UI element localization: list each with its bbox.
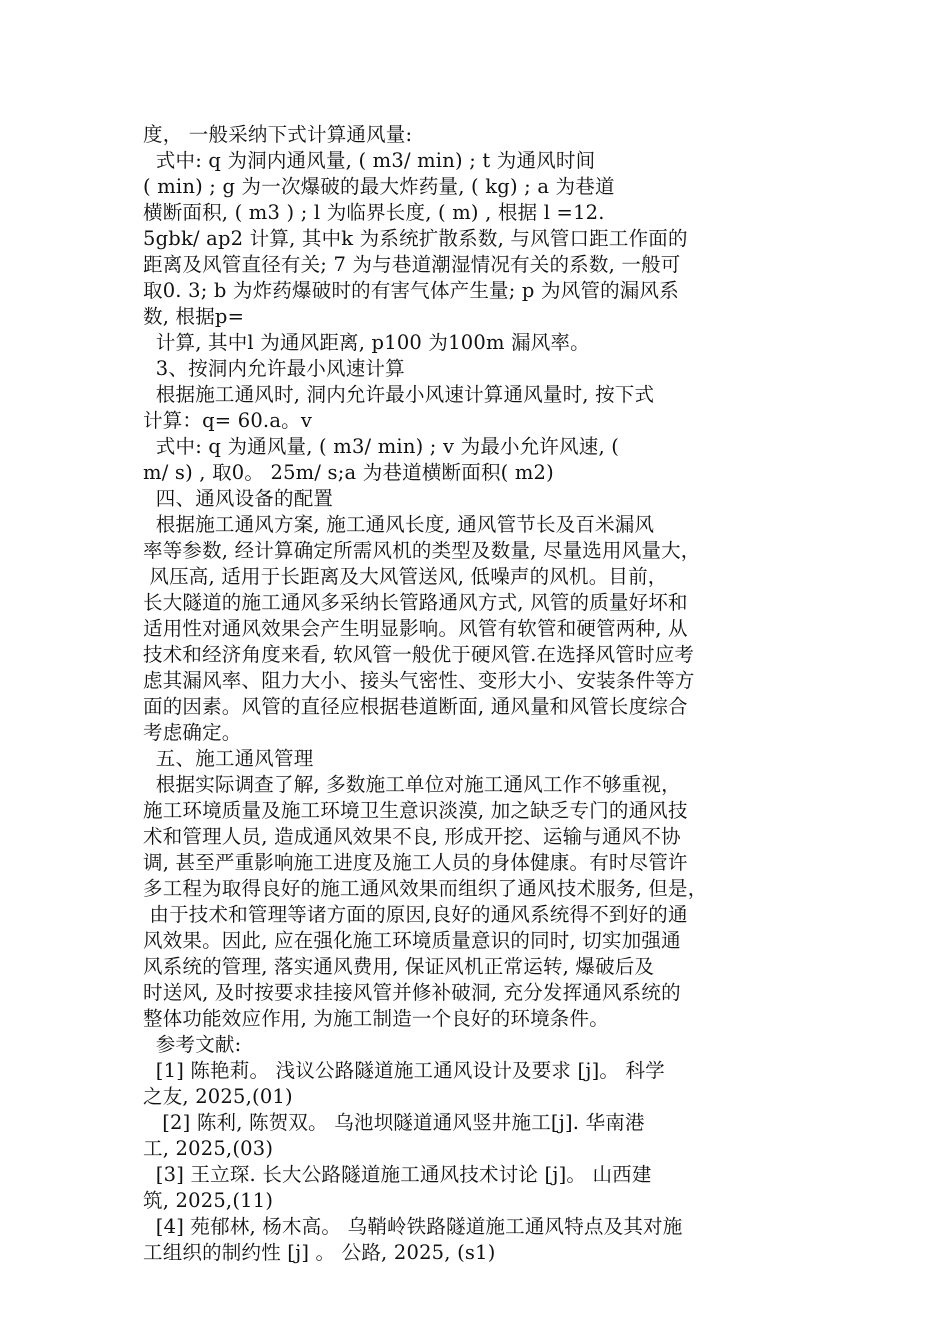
text-line: 整体功能效应作用, 为施工制造一个良好的环境条件。	[143, 1007, 609, 1030]
text-line: 施工环境质量及施工环境卫生意识淡漠, 加之缺乏专门的通风技	[143, 799, 688, 822]
text-line: 式中: q 为洞内通风量, ( m3/ min) ; t 为通风时间	[143, 149, 596, 172]
text-line: 计算：q= 60.a。v	[143, 409, 313, 432]
text-line: 率等参数, 经计算确定所需风机的类型及数量, 尽量选用风量大，	[143, 539, 701, 562]
text-line: 计算, 其中l 为通风距离, p100 为100m 漏风率。	[143, 331, 590, 354]
text-line: [1] 陈艳莉。 浅议公路隧道施工通风设计及要求 [j]。 科学	[143, 1059, 665, 1082]
text-line: 虑其漏风率、阻力大小、接头气密性、变形大小、安装条件等方	[143, 669, 695, 692]
text-line: 之友, 2025,(01)	[143, 1085, 293, 1108]
text-line: 时送风, 及时按要求挂接风管并修补破洞, 充分发挥通风系统的	[143, 981, 681, 1004]
text-line: 四、通风设备的配置	[143, 487, 334, 510]
text-line: 五、施工通风管理	[143, 747, 314, 770]
text-line: 工, 2025,(03)	[143, 1137, 274, 1160]
text-line: 风压高, 适用于长距离及大风管送风, 低噪声的风机。目前，	[143, 565, 668, 588]
text-line: 考虑确定。	[143, 721, 242, 744]
text-line: 横断面积, ( m3 ) ; l 为临界长度, ( m) , 根据 l =12.	[143, 201, 605, 224]
text-line: 面的因素。风管的直径应根据巷道断面, 通风量和风管长度综合	[143, 695, 688, 718]
text-line: 风效果。因此, 应在强化施工环境质量意识的同时, 切实加强通	[143, 929, 681, 952]
text-line: 筑, 2025,(11)	[143, 1189, 274, 1212]
text-line: 技术和经济角度来看, 软风管一般优于硬风管.在选择风管时应考	[143, 643, 695, 666]
text-line: [2] 陈利, 陈贺双。 乌池坝隧道通风竖井施工[j]. 华南港	[143, 1111, 645, 1134]
text-line: 取0. 3; b 为炸药爆破时的有害气体产生量; p 为风管的漏风系	[143, 279, 679, 302]
text-line: 5gbk/ ap2 计算, 其中k 为系统扩散系数, 与风管口距工作面的	[143, 227, 688, 250]
text-line: 根据施工通风方案, 施工通风长度, 通风管节长及百米漏风	[143, 513, 655, 536]
text-line: 根据施工通风时, 洞内允许最小风速计算通风量时, 按下式	[143, 383, 655, 406]
text-line: 距离及风管直径有关; 7 为与巷道潮湿情况有关的系数, 一般可	[143, 253, 681, 276]
text-line: m/ s) , 取0。 25m/ s;a 为巷道横断面积( m2)	[143, 461, 554, 484]
text-line: 参考文献:	[143, 1033, 242, 1056]
text-line: 风系统的管理, 落实通风费用, 保证风机正常运转, 爆破后及	[143, 955, 655, 978]
text-line: 式中: q 为通风量, ( m3/ min) ; v 为最小允许风速, (	[143, 435, 620, 458]
text-line: 术和管理人员, 造成通风效果不良, 形成开挖、运输与通风不协	[143, 825, 681, 848]
text-line: 多工程为取得良好的施工通风效果而组织了通风技术服务, 但是，	[143, 877, 708, 900]
text-line: 调, 甚至严重影响施工进度及施工人员的身体健康。有时尽管许	[143, 851, 688, 874]
text-line: [4] 苑郁林, 杨木高。 乌鞘岭铁路隧道施工通风特点及其对施	[143, 1215, 683, 1238]
text-line: ( min) ; g 为一次爆破的最大炸药量, ( kg) ; a 为巷道	[143, 175, 615, 198]
text-line: 由于技术和管理等诸方面的原因,良好的通风系统得不到好的通	[143, 903, 688, 926]
text-line: 数, 根据p=	[143, 305, 245, 328]
text-line: 工组织的制约性 [j] 。 公路, 2025, (s1)	[143, 1241, 496, 1264]
text-line: 适用性对通风效果会产生明显影响。风管有软管和硬管两种, 从	[143, 617, 688, 640]
text-line: 3、按洞内允许最小风速计算	[143, 357, 405, 380]
text-line: 根据实际调查了解, 多数施工单位对施工通风工作不够重视，	[143, 773, 681, 796]
text-line: 长大隧道的施工通风多采纳长管路通风方式, 风管的质量好坏和	[143, 591, 688, 614]
text-line: [3] 王立琛. 长大公路隧道施工通风技术讨论 [j]。 山西建	[143, 1163, 652, 1186]
text-line: 度， 一般采纳下式计算通风量:	[143, 123, 413, 146]
document-body	[143, 122, 803, 1266]
